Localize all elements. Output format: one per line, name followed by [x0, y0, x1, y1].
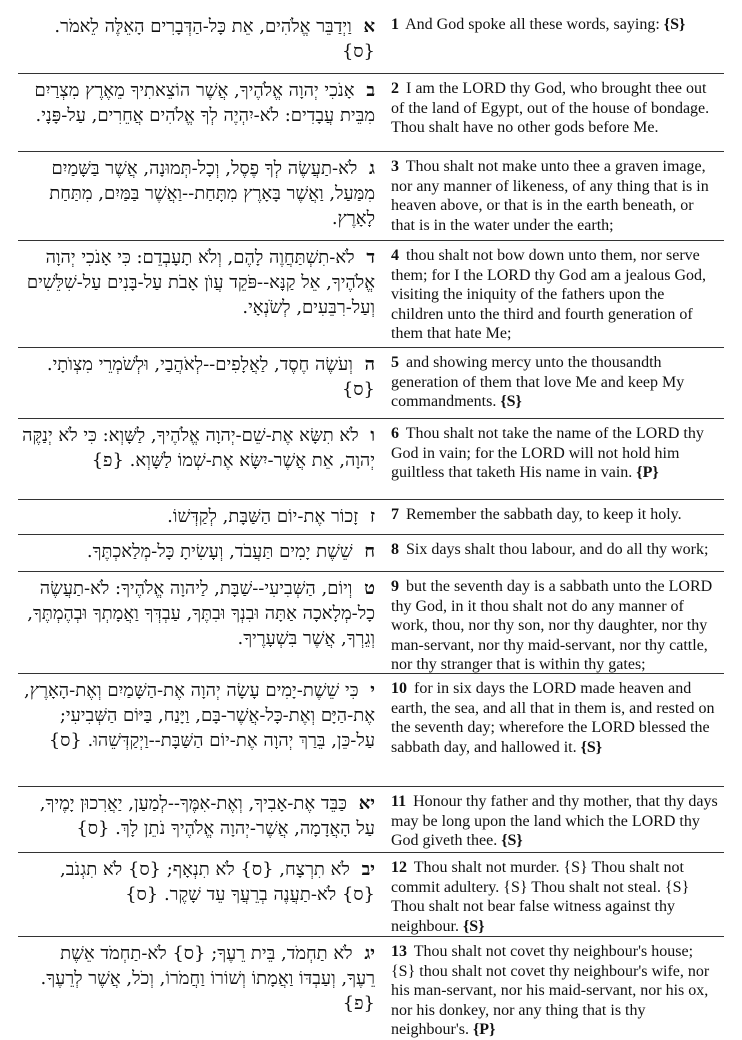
hebrew-verse-text: וְעֹשֶׂה חֶסֶד, לַאֲלָפִים--לְאֹהֲבַי, וּלְשֹׁמְרֵי מִצְוֺתָי. {ס} — [46, 354, 375, 400]
hebrew-verse-text: וַיְדַבֵּר אֱלֹהִים, אֵת כָּל-הַדְּבָרִים הָאֵלֶּה לֵאמֹר. {ס} — [54, 16, 375, 62]
hebrew-verse-text: לֹא-תַעֲשֶׂה לְךָ פֶסֶל, וְכָל-תְּמוּנָה, אֲשֶׁר בַּשָּׁמַיִם מִמַּעַל, וַאֲשֶׁר בָּאָרֶץ מִתָּחַת--וַאֲשֶׁר בַּמַּיִם, מִתַּחַת לָאָרֶץ. — [49, 158, 375, 229]
english-verse — [383, 572, 724, 673]
hebrew-verse — [18, 241, 383, 347]
verse-table — [18, 10, 724, 1038]
hebrew-verse-number: ג — [369, 158, 375, 179]
english-verse — [383, 419, 724, 499]
english-verse — [383, 674, 724, 786]
english-verse-text: Thou shalt not make unto thee a graven image, nor any manner of likeness, of any thing that is in heaven above, or that is in the earth beneath, or that is in the water under the earth; — [391, 158, 709, 234]
hebrew-verse-number: ז — [369, 506, 375, 527]
hebrew-verse — [18, 572, 383, 673]
section-mark: {P} — [472, 1021, 496, 1038]
hebrew-verse-text: כַּבֵּד אֶת-אָבִיךָ, וְאֶת-אִמֶּךָ--לְמַעַן, יַאֲרִכוּן יָמֶיךָ, עַל הָאֲדָמָה, אֲשֶׁר-יְהוָה אֱלֹהֶיךָ נֹתֵן לָךְ. {ס} — [39, 793, 375, 839]
hebrew-verse — [18, 348, 383, 418]
verse-row — [18, 10, 724, 74]
english-verse-text: for in six days the LORD made heaven and earth, the sea, and all that in them is, and rested on the seventh day; wherefore the LORD blessed the sabbath day, and hallowed it. — [391, 680, 715, 756]
hebrew-verse — [18, 535, 383, 571]
english-verse-text: Thou shalt not covet thy neighbour's house; {S} thou shalt not covet thy neighbour's wife, nor his man-servant, nor his maid-servant, nor his ox, nor his donkey, nor any thing that is thy neighbour's. — [391, 943, 710, 1038]
english-verse-text: Six days shalt thou labour, and do all thy work; — [406, 541, 709, 558]
verse-row — [18, 787, 724, 853]
hebrew-verse-text: לֹא תִשָּׂא אֶת-שֵׁם-יְהוָה אֱלֹהֶיךָ, לַשָּׁוְא: כִּי לֹא יְנַקֶּה יְהוָה, אֵת אֲשֶׁר-יִשָּׂא אֶת-שְׁמוֹ לַשָּׁוְא. {פ} — [22, 425, 375, 471]
verse-row — [18, 152, 724, 241]
english-verse-number: 1 — [391, 16, 399, 33]
hebrew-verse — [18, 500, 383, 534]
english-verse-text: but the seventh day is a sabbath unto the LORD thy God, in it thou shalt not do any manner of work, thou, nor thy son, nor thy daughter, nor thy man-servant, nor thy maid-servant, nor thy cattle, nor thy stranger that is within thy gates; — [391, 578, 713, 673]
english-verse-text: I am the LORD thy God, who brought thee out of the land of Egypt, out of the house of bondage. Thou shalt have no other gods before Me. — [391, 80, 710, 136]
hebrew-verse-text: כִּי שֵׁשֶׁת-יָמִים עָשָׂה יְהוָה אֶת-הַשָּׁמַיִם וְאֶת-הָאָרֶץ, אֶת-הַיָּם וְאֶת-כָּל-אֲשֶׁר-בָּם, וַיָּנַח, בַּיּוֹם הַשְּׁבִיעִי; עַל-כֵּן, בֵּרַךְ יְהוָה אֶת-יוֹם הַשַּׁבָּת--וַיְקַדְּשֵׁהוּ. {ס} — [24, 680, 375, 751]
verse-row — [18, 348, 724, 419]
section-mark: {S} — [663, 16, 686, 33]
section-mark: {S} — [500, 393, 522, 410]
english-verse-number: 13 — [391, 943, 407, 960]
hebrew-verse-text: לֹא תַחְמֹד, בֵּית רֵעֶךָ; {ס} לֹא-תַחְמֹד אֵשֶׁת רֵעֶךָ, וְעַבְדּוֹ וַאֲמָתוֹ וְשׁוֹרוֹ וַחֲמֹרוֹ, וְכֹל, אֲשֶׁר לְרֵעֶךָ. {פ} — [40, 943, 375, 1014]
hebrew-verse-number: ד — [366, 247, 375, 268]
verse-row — [18, 74, 724, 152]
hebrew-verse-number: א — [363, 16, 375, 37]
english-verse-number: 9 — [391, 578, 399, 595]
english-verse-number: 2 — [391, 80, 399, 97]
hebrew-verse — [18, 674, 383, 786]
english-verse-number: 3 — [391, 158, 399, 175]
hebrew-verse-text: לֹא תִרְצָח, {ס} לֹא תִנְאָף; {ס} לֹא תִגְנֹב, {ס} לֹא-תַעֲנֶה בְרֵעֲךָ עֵד שָׁקֶר. {ס} — [60, 859, 375, 905]
hebrew-verse-number: ט — [364, 578, 375, 599]
section-mark: {S} — [580, 738, 603, 756]
english-verse — [383, 853, 724, 936]
hebrew-verse-text: שֵׁשֶׁת יָמִים תַּעֲבֹד, וְעָשִׂיתָ כָּל-מְלַאכְתֶּךָ. — [86, 541, 353, 562]
hebrew-verse-number: יג — [364, 943, 375, 964]
hebrew-verse — [18, 853, 383, 936]
verse-row — [18, 535, 724, 572]
english-verse — [383, 10, 724, 73]
verse-row — [18, 674, 724, 787]
hebrew-verse — [18, 787, 383, 852]
hebrew-verse — [18, 937, 383, 1029]
hebrew-verse-text: וְיוֹם, הַשְּׁבִיעִי--שַׁבָּת, לַיהוָה אֱלֹהֶיךָ: לֹא-תַעֲשֶׂה כָל-מְלָאכָה אַתָּה וּבִנְךָ וּבִתֶּךָ, עַבְדְּךָ וַאֲמָתְךָ וּבְהֶמְתֶּךָ, וְגֵרְךָ, אֲשֶׁר בִּשְׁעָרֶיךָ. — [27, 578, 375, 649]
verse-row — [18, 853, 724, 937]
verse-row — [18, 419, 724, 500]
english-verse — [383, 937, 724, 1038]
english-verse-number: 10 — [391, 680, 407, 697]
hebrew-verse-number: יב — [361, 859, 375, 880]
hebrew-verse-text: לֹא-תִשְׁתַּחֲוֶה לָהֶם, וְלֹא תָעָבְדֵם: כִּי אָנֹכִי יְהוָה אֱלֹהֶיךָ, אֵל קַנָּא--פֹּקֵד עֲוֺן אָבֹת עַל-בָּנִים עַל-שִׁלֵּשִׁים וְעַל-רִבֵּעִים, לְשֹׂנְאָי. — [26, 247, 375, 318]
english-verse-number: 7 — [391, 506, 399, 523]
hebrew-verse-number: ח — [364, 541, 375, 562]
english-verse — [383, 152, 724, 240]
verse-row — [18, 572, 724, 674]
english-verse — [383, 241, 724, 347]
english-verse-text: Thou shalt not take the name of the LORD thy God in vain; for the LORD will not hold him guiltless that taketh His name in vain. — [391, 425, 704, 481]
hebrew-verse — [18, 10, 383, 73]
english-verse-number: 6 — [391, 425, 399, 442]
hebrew-verse-text: אָנֹכִי יְהוָה אֱלֹהֶיךָ, אֲשֶׁר הוֹצֵאתִיךָ מֵאֶרֶץ מִצְרַיִם מִבֵּית עֲבָדִים: לֹא-יִהְיֶה לְךָ אֱלֹהִים אֲחֵרִים, עַל-פָּנָי. — [34, 80, 375, 126]
english-verse — [383, 500, 724, 534]
english-verse-text: Honour thy father and thy mother, that thy days may be long upon the land which the LORD thy God giveth thee. — [391, 793, 718, 849]
english-verse-text: thou shalt not bow down unto them, nor serve them; for I the LORD thy God am a jealous God, visiting the iniquity of the fathers upon the children unto the third and fourth generation of them that hate Me; — [391, 247, 707, 342]
verse-row — [18, 241, 724, 348]
hebrew-verse — [18, 152, 383, 240]
hebrew-verse-number: יא — [358, 793, 375, 814]
english-verse-number: 11 — [391, 793, 407, 810]
english-verse — [383, 787, 724, 852]
hebrew-verse-number: ו — [370, 425, 375, 446]
hebrew-verse-number: ה — [364, 354, 375, 375]
english-verse — [383, 348, 724, 418]
english-verse — [383, 535, 724, 571]
verse-row — [18, 937, 724, 1038]
hebrew-verse — [18, 419, 383, 499]
hebrew-verse-number: י — [370, 680, 375, 701]
verse-row — [18, 500, 724, 535]
english-verse-number: 4 — [391, 247, 399, 264]
english-verse-number: 8 — [391, 541, 399, 558]
hebrew-verse-number: ב — [366, 80, 375, 101]
english-verse-number: 5 — [391, 354, 399, 371]
hebrew-verse — [18, 74, 383, 151]
section-mark: {S} — [463, 917, 485, 935]
english-verse-text: Remember the sabbath day, to keep it holy. — [406, 506, 682, 523]
english-verse-text: and showing mercy unto the thousandth generation of them that love Me and keep My commandments. — [391, 354, 685, 410]
hebrew-verse-text: זָכוֹר אֶת-יוֹם הַשַּׁבָּת, לְקַדְּשׁוֹ. — [167, 506, 359, 527]
english-verse — [383, 74, 724, 151]
section-mark: {S} — [501, 832, 523, 849]
english-verse-number: 12 — [391, 859, 407, 876]
english-verse-text: And God spoke all these words, saying: — [405, 16, 660, 33]
english-verse-text: Thou shalt not murder. {S} Thou shalt not commit adultery. {S} Thou shalt not steal. {S} Thou shalt not bear false witness against thy neighbour. — [391, 859, 690, 935]
section-mark: {P} — [636, 464, 659, 481]
